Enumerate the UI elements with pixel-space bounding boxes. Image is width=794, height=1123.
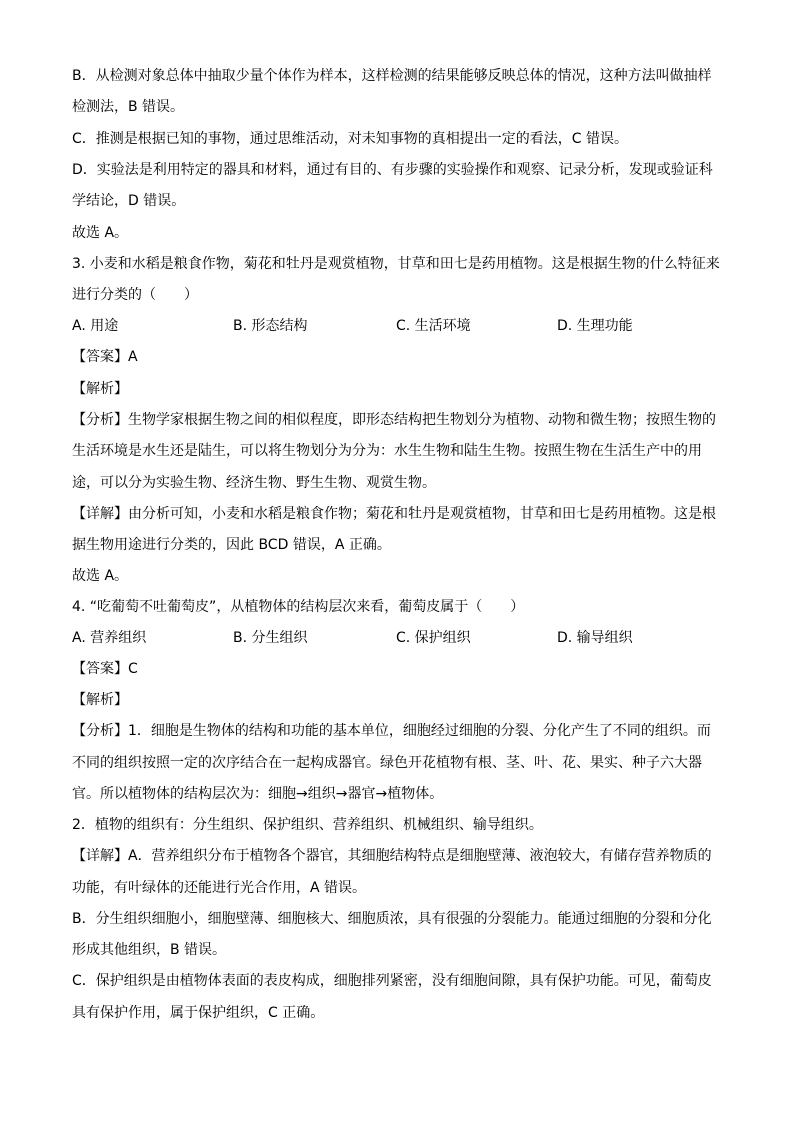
question-3-stem: 3. 小麦和水稻是粮食作物，菊花和牡丹是观赏植物，甘草和田七是药用植物。这是根据生物的什么特征来 <box>72 256 720 272</box>
text-line: 检测法，B 错误。 <box>72 99 185 115</box>
q3-option-d: D. 生理功能 <box>557 318 633 334</box>
text-line: 途，可以分为实验生物、经济生物、野生生物、观赏生物。 <box>72 475 436 491</box>
q3-option-a: A. 用途 <box>72 318 119 334</box>
text-line: 【详解】A．营养组织分布于植物各个器官，其细胞结构特点是细胞壁薄、液泡较大，有储存营养物质的 <box>72 848 712 864</box>
text-line: D．实验法是利用特定的器具和材料，通过有目的、有步骤的实验操作和观察、记录分析，发现或验证科 <box>72 162 713 178</box>
text-line: 【详解】由分析可知，小麦和水稻是粮食作物；菊花和牡丹是观赏植物，甘草和田七是药用植物。这是根 <box>72 506 716 522</box>
q4-option-b: B. 分生组织 <box>233 630 308 646</box>
analysis-label: 【解析】 <box>72 692 128 708</box>
text-line: B．分生组织细胞小，细胞壁薄、细胞核大、细胞质浓，具有很强的分裂能力。能通过细胞的分裂和分化 <box>72 911 712 927</box>
text-line: 不同的组织按照一定的次序结合在一起构成器官。绿色开花植物有根、茎、叶、花、果实、种子六大器 <box>72 755 702 771</box>
text-line: 【分析】1．细胞是生物体的结构和功能的基本单位，细胞经过细胞的分裂、分化产生了不同的组织。而 <box>72 723 711 739</box>
answer-label: 【答案】A <box>72 349 138 365</box>
q3-option-b: B. 形态结构 <box>233 318 308 334</box>
text-line: 具有保护作用，属于保护组织，C 正确。 <box>72 1005 325 1021</box>
text-line: C．保护组织是由植物体表面的表皮构成，细胞排列紧密，没有细胞间隙，具有保护功能。可见，葡萄皮 <box>72 973 712 989</box>
text-line: C．推测是根据已知的事物，通过思维活动，对未知事物的真相提出一定的看法，C 错误。 <box>72 131 628 147</box>
q4-option-d: D. 输导组织 <box>557 630 633 646</box>
text-line: B．从检测对象总体中抽取少量个体作为样本，这样检测的结果能够反映总体的情况，这种方法叫做抽样 <box>72 68 712 84</box>
q3-option-c: C. 生活环境 <box>396 318 471 334</box>
text-line: 2．植物的组织有：分生组织、保护组织、营养组织、机械组织、输导组织。 <box>72 817 543 833</box>
text-line: 故选 A。 <box>72 225 129 241</box>
q4-option-a: A. 营养组织 <box>72 630 147 646</box>
text-line: 学结论，D 错误。 <box>72 193 186 209</box>
text-line: 官。所以植物体的结构层次为：细胞→组织→器官→植物体。 <box>72 786 444 802</box>
analysis-label: 【解析】 <box>72 381 128 397</box>
text-line: 形成其他组织，B 错误。 <box>72 942 227 958</box>
question-3-stem-cont: 进行分类的（ ） <box>72 287 198 303</box>
text-line: 据生物用途进行分类的，因此 BCD 错误，A 正确。 <box>72 537 391 553</box>
answer-label: 【答案】C <box>72 661 138 677</box>
text-line: 生活环境是水生还是陆生，可以将生物划分为分为：水生生物和陆生生物。按照生物在生活生产中的用 <box>72 443 702 459</box>
text-line: 功能，有叶绿体的还能进行光合作用，A 错误。 <box>72 880 367 896</box>
text-line: 故选 A。 <box>72 568 129 584</box>
text-line: 【分析】生物学家根据生物之间的相似程度，即形态结构把生物划分为植物、动物和微生物；按照生物的 <box>72 412 716 428</box>
q4-option-c: C. 保护组织 <box>396 630 471 646</box>
question-4-stem: 4. “吃葡萄不吐葡萄皮”，从植物体的结构层次来看，葡萄皮属于（ ） <box>72 599 525 615</box>
